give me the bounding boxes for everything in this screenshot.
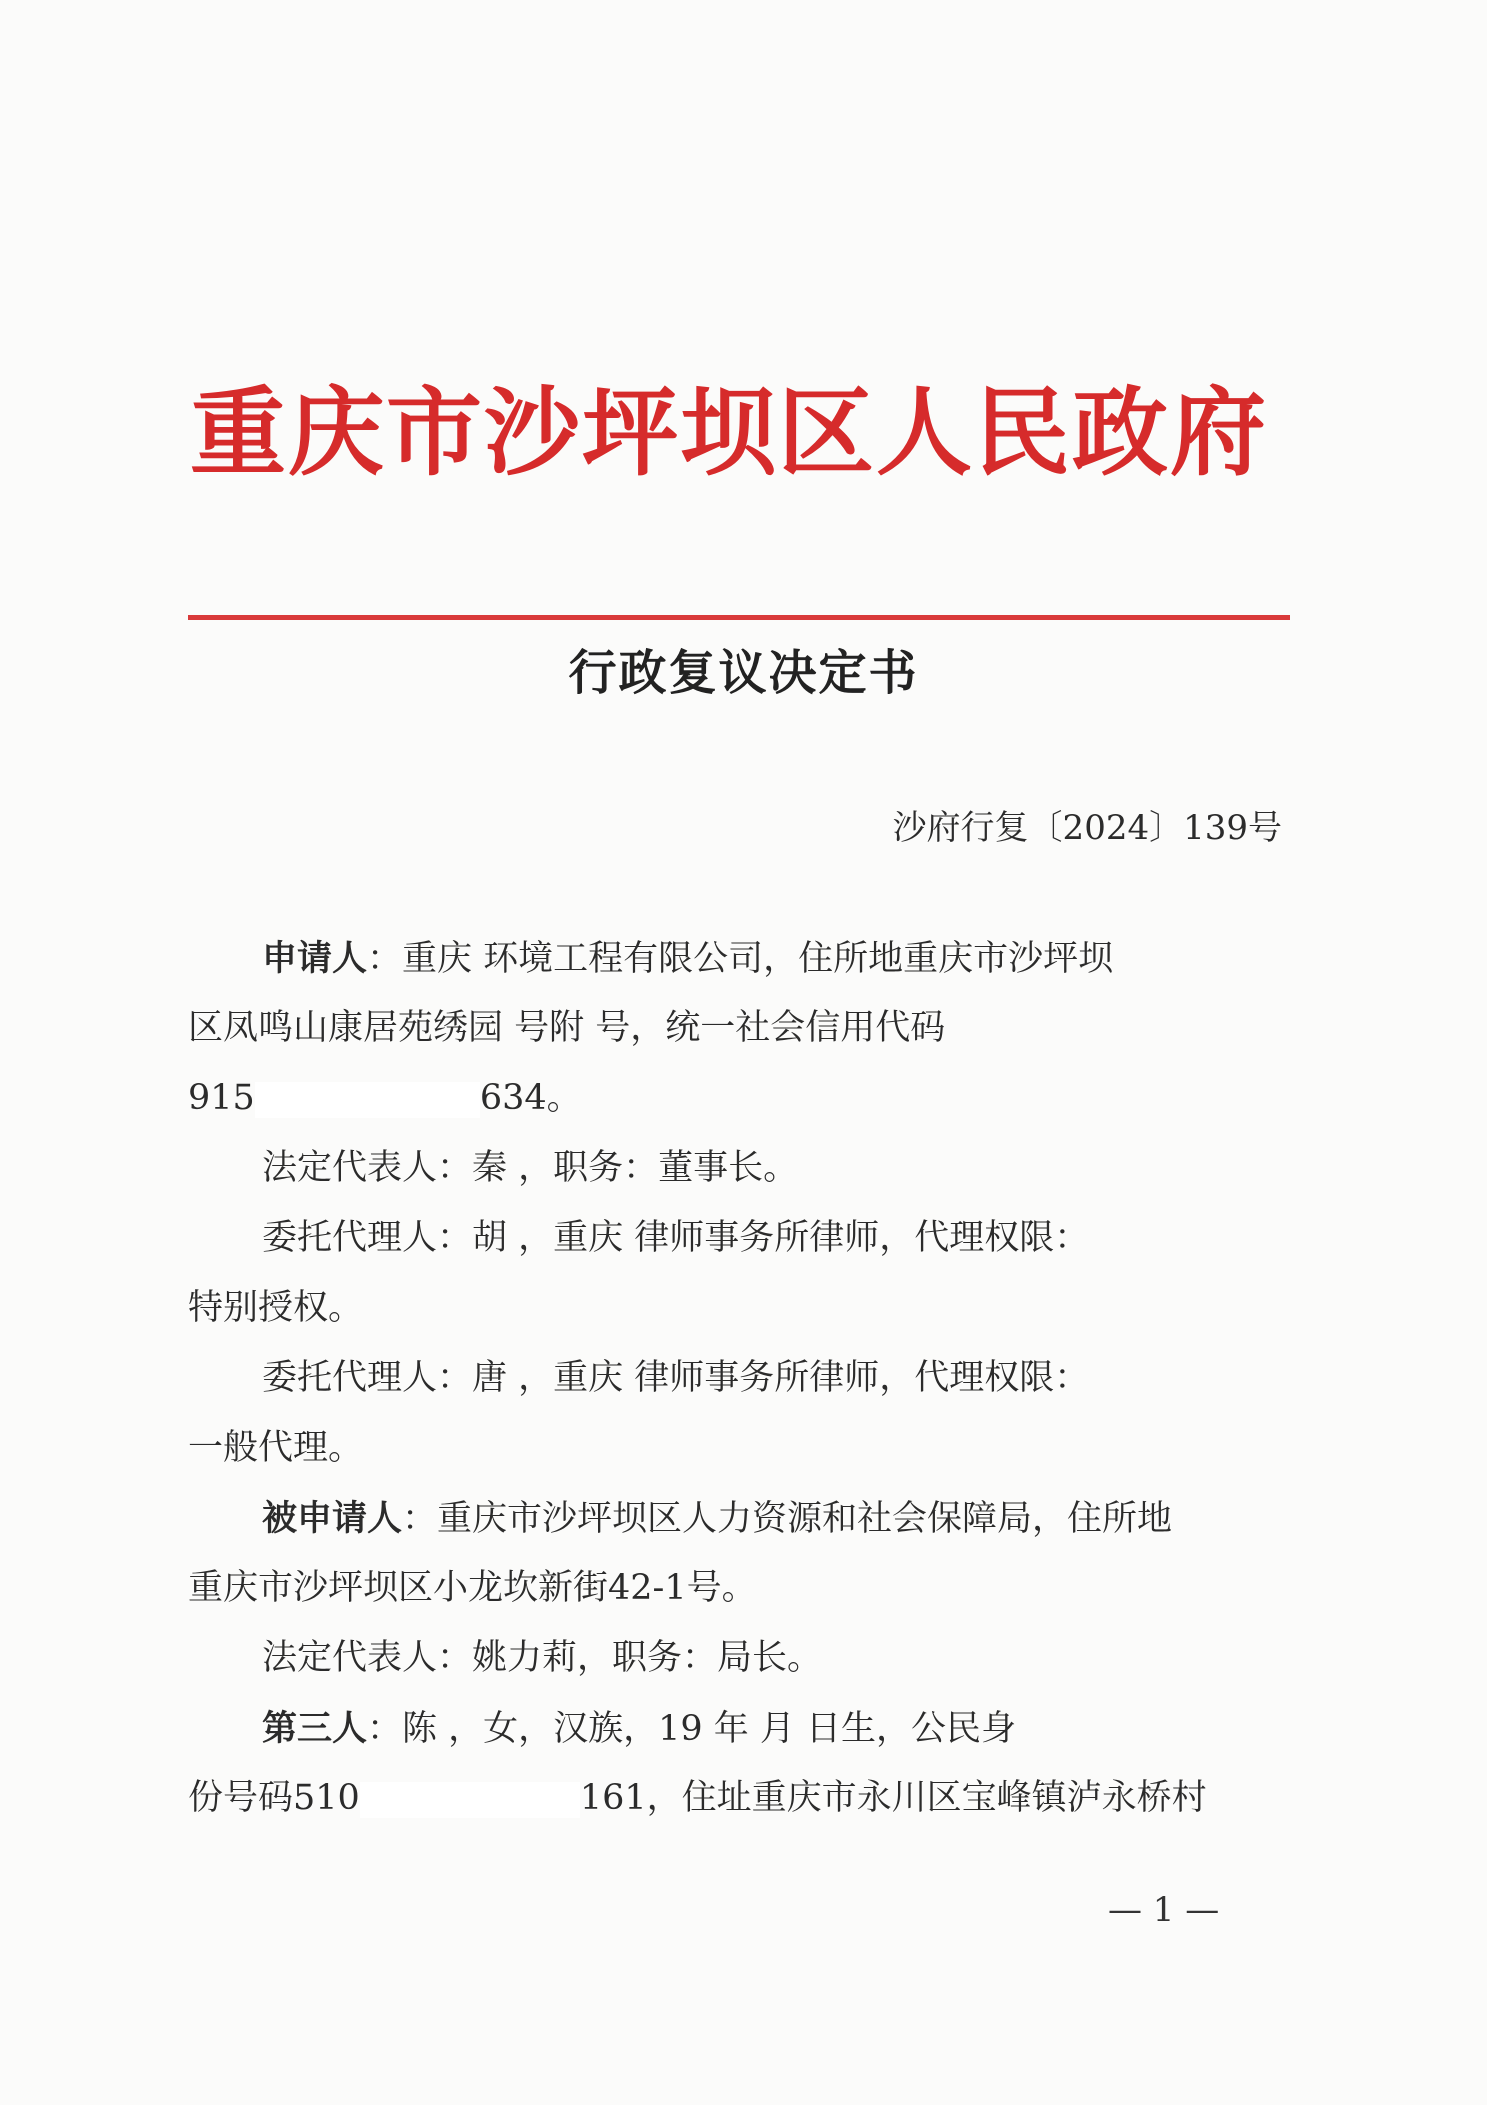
respondent-line-1 [262,1498,1173,1539]
third-party-text-1: ：陈 ，女，汉族，19 年 月 日生，公民身 [367,1709,1017,1749]
applicant-legal-rep: 法定代表人：秦 ，职务：董事长。 [262,1148,799,1188]
applicant-line-3 [188,1078,582,1118]
id-number-suffix: 161，住址重庆市永川区宝峰镇泸永桥村 [579,1778,1207,1818]
applicant-line-2: 区凤鸣山康居苑绣园 号附 号，统一社会信用代码 [188,1008,946,1048]
agent1-line-1: 委托代理人：胡 ，重庆 律师事务所律师，代理权限： [262,1218,1090,1258]
applicant-text-1: ：重庆 环境工程有限公司，住所地重庆市沙坪坝 [367,939,1114,979]
third-party-label: 第三人 [262,1708,368,1749]
respondent-legal-rep: 法定代表人：姚力莉，职务：局长。 [262,1638,823,1678]
credit-code-suffix: 634。 [479,1078,582,1118]
applicant-line-1 [262,938,1114,979]
document-number: 沙府行复〔2024〕139号 [892,808,1282,848]
redaction-block [255,1082,480,1118]
credit-code-prefix: 915 [188,1078,255,1118]
respondent-text-1: ：重庆市沙坪坝区人力资源和社会保障局，住所地 [402,1499,1173,1539]
government-name-header: 重庆市沙坪坝区人民政府 [190,376,1268,489]
document-title: 行政复议决定书 [568,645,919,701]
respondent-label: 被申请人 [262,1498,403,1539]
third-party-line-2 [188,1778,1207,1818]
agent2-line-2: 一般代理。 [188,1428,364,1468]
page-number: — 1 — [1108,1890,1220,1930]
red-divider-line [188,615,1290,620]
applicant-label: 申请人 [262,938,368,979]
agent2-line-1: 委托代理人：唐 ，重庆 律师事务所律师，代理权限： [262,1358,1090,1398]
respondent-line-2: 重庆市沙坪坝区小龙坎新街42-1号。 [188,1568,757,1608]
redaction-block [360,1782,580,1818]
third-party-line-1 [262,1708,1017,1749]
id-number-prefix: 份号码510 [188,1778,360,1818]
agent1-line-2: 特别授权。 [188,1288,364,1328]
